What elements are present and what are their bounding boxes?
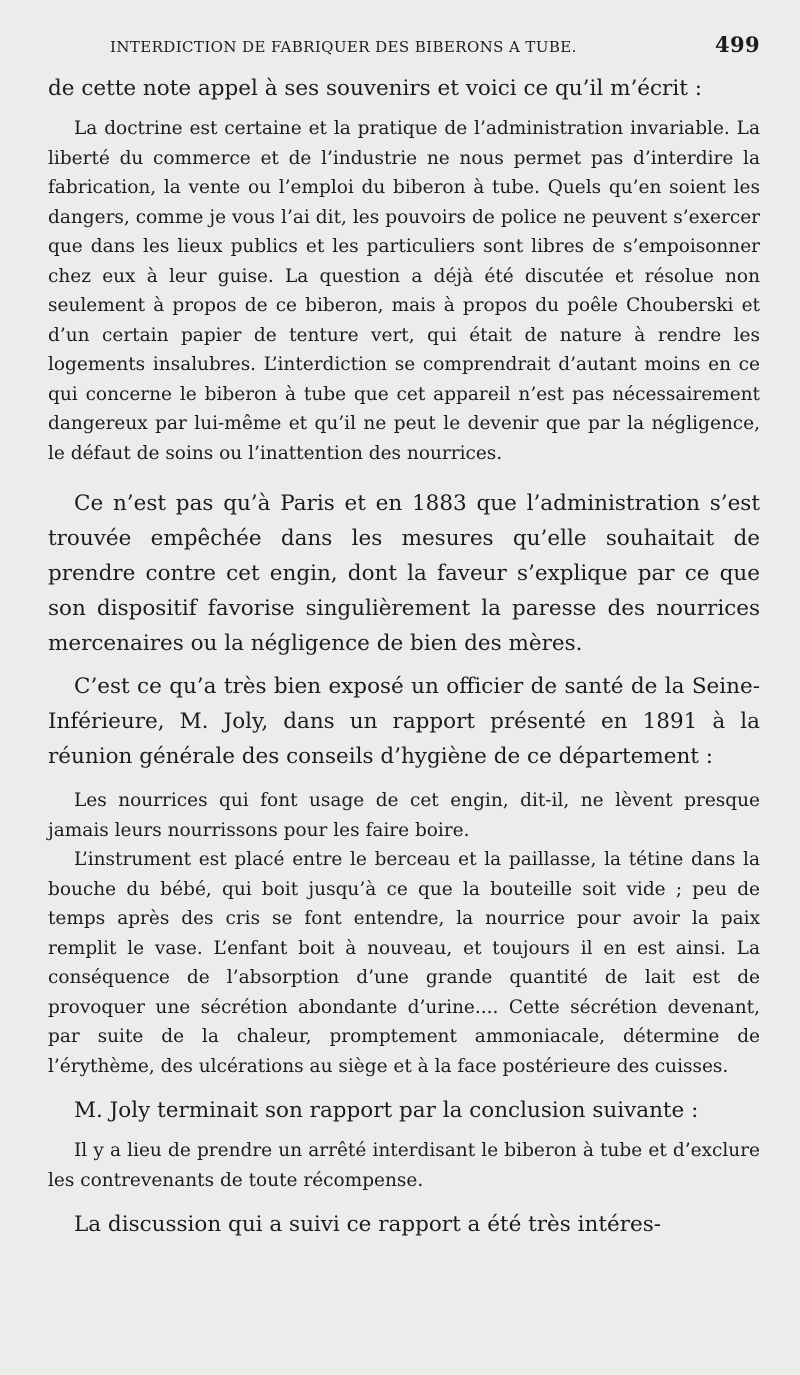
- paragraph-joly-conclusion: M. Joly terminait son rapport par la conclusion suivante :: [74, 1098, 699, 1123]
- running-title: INTERDICTION DE FABRIQUER DES BIBERONS A TUBE.: [110, 38, 577, 56]
- quote-administration: La doctrine est certaine et la pratique de l’administration invariable. La liberté du commerce et de l’industrie ne nous permet pas d’interdire la fabrication, la vente ou l’emploi du biberon à tube. Quels qu’en soient les dangers, comme je vous l’ai dit, les pouvoirs de police ne peuvent s’exercer que dans les lieux publics et les particuliers sont libres de s’empoisonner chez eux à leur guise. La question a déjà été discutée et résolue non seulement à propos de ce biberon, mais à propos du poêle Chouberski et d’un certain papier de tenture vert, qui était de nature à rendre les logements insalubres. L’interdiction se comprendrait d’autant moins en ce qui concerne le biberon à tube que cet appareil n’est pas nécessairement dangereux par lui-même et qu’il ne peut le devenir que par la négligence, le défaut de soins ou l’inattention des nourrices.: [48, 118, 760, 464]
- paragraph-continuation: de cette note appel à ses souvenirs et voici ce qu’il m’écrit :: [48, 76, 702, 101]
- quote-joly-instrument: L’instrument est placé entre le berceau et la paillasse, la tétine dans la bouche du bébé, qui boit jusqu’à ce que la bouteille soit vide ; peu de temps après des cris se font entendre, la nourrice pour avoir la paix remplit le vase. L’enfant boit à nouveau, et toujours il en est ainsi. La conséquence de l’absorption d’une grande quantité de lait est de provoquer une sécrétion abondante d’urine.... Cette sécrétion devenant, par suite de la chaleur, promptement ammoniacale, détermine de l’érythème, des ulcérations au siège et à la face postérieure des cuisses.: [48, 849, 760, 1077]
- paragraph-joly-report: C’est ce qu’a très bien exposé un officier de santé de la Seine-Inférieure, M. Joly, dans un rapport présenté en 1891 à la réunion générale des conseils d’hygiène de ce département :: [48, 674, 760, 769]
- quote-joly-intro: Les nourrices qui font usage de cet engin, dit-il, ne lèvent presque jamais leurs nourrissons pour les faire boire.: [48, 790, 760, 841]
- page-number: 499: [714, 32, 760, 57]
- running-header: [110, 32, 760, 57]
- paragraph-paris-1883: Ce n’est pas qu’à Paris et en 1883 que l’administration s’est trouvée empêchée dans les mesures qu’elle souhaitait de prendre contre cet engin, dont la faveur s’explique par ce que son dispositif favorise singulièrement la paresse des nourrices mercenaires ou la négligence de bien des mères.: [48, 491, 760, 656]
- paragraph-discussion: La discussion qui a suivi ce rapport a été très intéres-: [74, 1212, 662, 1237]
- quote-arrete: Il y a lieu de prendre un arrêté interdisant le biberon à tube et d’exclure les contrevenants de toute récompense.: [48, 1140, 760, 1191]
